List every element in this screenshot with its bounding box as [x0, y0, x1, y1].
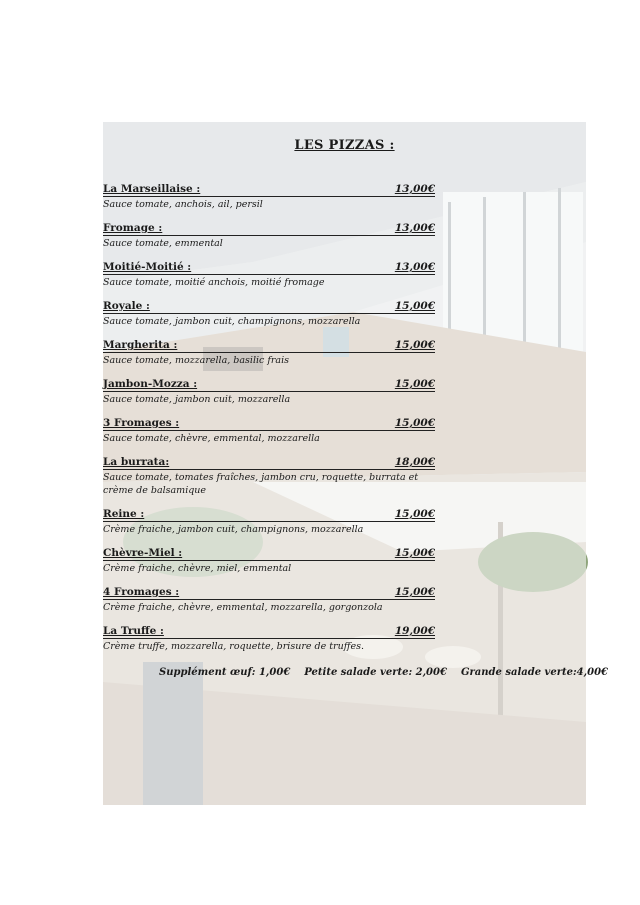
pizza-item-header [103, 338, 435, 353]
pizza-name: 3 Fromages : [103, 417, 180, 429]
pizza-name: 4 Fromages : [103, 586, 180, 598]
pizza-price: 13,00€ [394, 261, 435, 273]
pizza-item [103, 221, 435, 250]
pizza-description: Crème fraiche, chèvre, miel, emmental [103, 563, 292, 574]
supplement-item: Petite salade verte: 2,00€ [304, 667, 447, 678]
pizza-item-header [103, 299, 435, 314]
pizza-name: La Marseillaise : [103, 183, 201, 195]
pizza-item [103, 455, 435, 497]
pizza-item-header [103, 585, 435, 600]
pizza-item-header [103, 377, 435, 392]
menu-title: LES PIZZAS : [294, 138, 395, 153]
pizza-price: 15,00€ [394, 300, 435, 312]
pizza-price: 19,00€ [394, 625, 435, 637]
pizza-item [103, 546, 435, 575]
pizza-price: 15,00€ [394, 417, 435, 429]
pizza-description: Sauce tomate, jambon cuit, champignons, mozzarella [103, 316, 361, 327]
pizza-name: La burrata: [103, 456, 170, 468]
supplement-item: Grande salade verte:4,00€ [460, 667, 608, 678]
pizza-item-header [103, 624, 435, 639]
pizza-description: Sauce tomate, jambon cuit, mozzarella [103, 394, 291, 405]
pizza-item-header [103, 416, 435, 431]
pizza-price: 15,00€ [394, 547, 435, 559]
pizza-description: Sauce tomate, mozzarella, basilic frais [103, 355, 289, 366]
pizza-description: Sauce tomate, tomates fraîches, jambon cru, roquette, burrata et crème de balsamique [103, 472, 419, 496]
pizza-item [103, 624, 435, 653]
pizza-name: Reine : [103, 508, 145, 520]
pizza-item [103, 507, 435, 536]
pizza-description: Crème fraiche, chèvre, emmental, mozzarella, gorgonzola [103, 602, 383, 613]
pizza-item-header [103, 455, 435, 470]
pizza-name: Jambon-Mozza : [103, 378, 198, 390]
pizza-item-header [103, 182, 435, 197]
pizza-price: 15,00€ [394, 508, 435, 520]
pizza-price: 18,00€ [394, 456, 435, 468]
pizza-description: Crème truffe, mozzarella, roquette, brisure de truffes. [103, 641, 364, 652]
pizza-item [103, 338, 435, 367]
pizza-name: La Truffe : [103, 625, 164, 637]
pizza-item [103, 182, 435, 211]
pizza-item [103, 299, 435, 328]
pizza-description: Sauce tomate, chèvre, emmental, mozzarella [103, 433, 320, 444]
pizza-name: Margherita : [103, 339, 178, 351]
pizza-item-header [103, 546, 435, 561]
pizza-name: Fromage : [103, 222, 163, 234]
pizza-description: Sauce tomate, anchois, ail, persil [103, 199, 263, 210]
menu-page [103, 122, 608, 805]
pizza-description: Sauce tomate, moitié anchois, moitié fromage [103, 277, 325, 288]
pizza-price: 15,00€ [394, 378, 435, 390]
pizza-description: Crème fraiche, jambon cuit, champignons, mozzarella [103, 524, 364, 535]
pizza-item [103, 377, 435, 406]
pizza-list [103, 182, 435, 653]
pizza-name: Moitié-Moitié : [103, 261, 192, 273]
pizza-price: 15,00€ [394, 586, 435, 598]
pizza-item [103, 585, 435, 614]
supplement-item: Supplément œuf: 1,00€ [159, 667, 291, 678]
pizza-description: Sauce tomate, emmental [103, 238, 223, 249]
pizza-name: Chèvre-Miel : [103, 547, 183, 559]
supplements-line [159, 667, 608, 678]
pizza-item-header [103, 260, 435, 275]
pizza-price: 13,00€ [394, 183, 435, 195]
pizza-name: Royale : [103, 300, 150, 312]
pizza-price: 13,00€ [394, 222, 435, 234]
pizza-price: 15,00€ [394, 339, 435, 351]
pizza-item-header [103, 507, 435, 522]
pizza-item [103, 416, 435, 445]
pizza-item [103, 260, 435, 289]
pizza-item-header [103, 221, 435, 236]
